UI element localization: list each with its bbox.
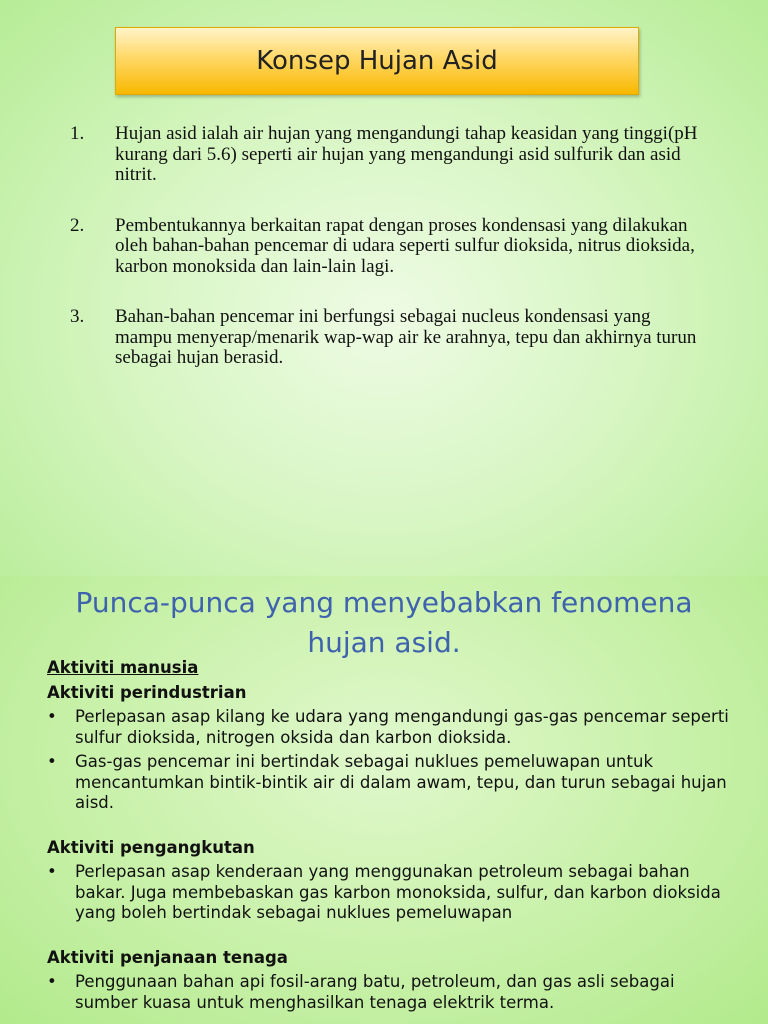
bullet-text: Perlepasan asap kenderaan yang menggunakan petroleum sebagai bahan bakar. Juga membebaskan gas karbon monoksida, sulfur, dan karbon dioksida yang boleh bertindak sebagai nuklues pemeluwapan [75,862,721,922]
slide-title: Punca-punca yang menyebabkan fenomena hujan asid. [75,586,693,659]
slide-body [47,658,737,1017]
bullet-item [47,972,737,1013]
slide-punca-hujan-asid [0,576,768,1024]
bullet-item [47,752,737,814]
bullet-text: Perlepasan asap kilang ke udara yang mengandungi gas-gas pencemar seperti sulfur dioksida, nitrogen oksida dan karbon dioksida. [75,707,729,747]
bullet-glyph: • [47,862,57,881]
section-heading: Aktiviti pengangkutan [47,837,255,857]
list-item-text: Hujan asid ialah air hujan yang mengandungi tahap keasidan yang tinggi(pH kurang dari 5.6) seperti air hujan yang mengandungi asid sulfurik dan asid nitrit. [115,123,698,185]
bullet-glyph: • [47,972,57,991]
list-item [70,307,710,369]
numbered-list [70,124,710,399]
slide-title-box [115,27,639,95]
list-item-text: Bahan-bahan pencemar ini berfungsi sebagai nucleus kondensasi yang mampu menyerap/menarik wap-wap air ke arahnya, tepu dan akhirnya turun sebagai hujan berasid. [115,306,697,368]
section-heading-main: Aktiviti manusia [47,658,199,677]
bullet-text: Gas-gas pencemar ini bertindak sebagai nuklues pemeluwapan untuk mencantumkan bintik-bintik air di dalam awam, tepu, dan turun sebagai hujan aisd. [75,752,727,812]
bullet-list [47,972,737,1013]
slide-title: Konsep Hujan Asid [256,46,498,76]
list-item-text: Pembentukannya berkaitan rapat dengan proses kondensasi yang dilakukan oleh bahan-bahan pencemar di udara seperti sulfur dioksida, nitrus dioksida, karbon monoksida dan lain-lain lagi. [115,214,695,277]
list-item [70,124,710,186]
list-number: 2. [70,214,85,236]
bullet-glyph: • [47,752,57,771]
list-item [70,216,710,278]
bullet-item [47,862,737,924]
list-number: 3. [70,306,85,327]
bullet-list [47,707,737,814]
bullet-list [47,862,737,924]
bullet-text: Penggunaan bahan api fosil-arang batu, petroleum, dan gas asli sebagai sumber kuasa untuk menghasilkan tenaga elektrik terma. [75,972,675,1012]
bullet-item [47,707,737,748]
section-heading: Aktiviti penjanaan tenaga [47,947,288,967]
list-number: 1. [70,123,85,144]
bullet-glyph: • [47,707,57,726]
section-heading: Aktiviti perindustrian [47,682,247,702]
